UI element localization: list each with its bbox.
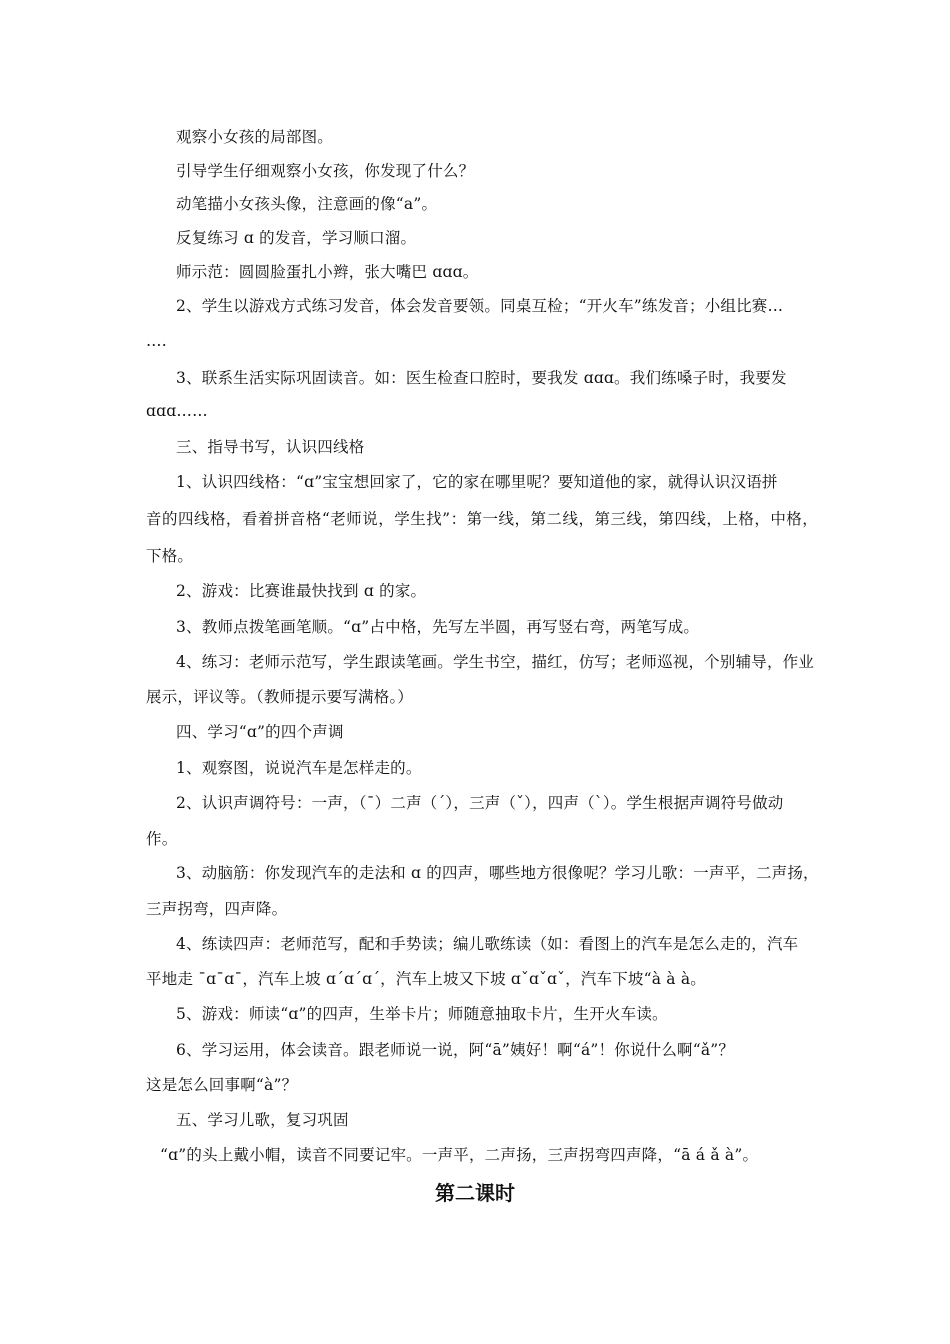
section-heading-writing: 三、指导书写，认识四线格: [176, 438, 365, 456]
section-heading-tones: 四、学习“ɑ”的四个声调: [176, 723, 344, 741]
text-line-draw-portrait: 动笔描小女孩头像，注意画的像“a”。: [176, 195, 438, 213]
text-line-read-four-tones-cont: 平地走 ˉɑˉɑˉ，汽车上坡 ɑˊɑˊɑˊ，汽车上坡又下坡 ɑˇɑˇɑˇ，汽车下坡“à à à。: [146, 970, 707, 988]
section-title: 第二课时: [435, 1181, 515, 1205]
text-line-tone-card-game: 5、游戏：师读“ɑ”的四声，生举卡片；师随意抽取卡片，生开火车读。: [176, 1005, 668, 1023]
text-line-observe-girl: 观察小女孩的局部图。: [176, 128, 334, 146]
text-line-brain-teaser: 3、动脑筋：你发现汽车的走法和 ɑ 的四声，哪些地方很像呢？学习儿歌：一声平，二声扬，: [176, 864, 819, 882]
text-line-daily-life: 3、联系生活实际巩固读音。如：医生检查口腔时，要我发 ɑɑɑ。我们练嗓子时，我要发: [176, 369, 787, 387]
text-line-four-line-grid: 1、认识四线格：“ɑ”宝宝想回家了，它的家在哪里呢？要知道他的家，就得认识汉语拼: [176, 473, 778, 491]
text-line-apply-reading-cont: 这是怎么回事啊“à”？: [146, 1076, 298, 1094]
text-line-teacher-demo: 师示范：圆圆脸蛋扎小辫，张大嘴巴 ɑɑɑ。: [176, 263, 479, 281]
text-line-brain-teaser-cont: 三声拐弯，四声降。: [146, 900, 288, 918]
text-line-game-find-home: 2、游戏：比赛谁最快找到 ɑ 的家。: [176, 582, 427, 600]
section-heading-nursery-rhyme: 五、学习儿歌，复习巩固: [176, 1111, 349, 1129]
text-line-writing-practice-cont: 展示，评议等。（教师提示要写满格。）: [146, 688, 414, 706]
text-line-nursery-rhyme: “ɑ”的头上戴小帽，读音不同要记牢。一声平，二声扬，三声拐弯四声降，“ā á ǎ à”。: [160, 1146, 759, 1164]
text-line-tone-marks: 2、认识声调符号：一声，（ˉ）二声（ˊ），三声（ˇ），四声（ˋ）。学生根据声调符号做动: [176, 794, 784, 812]
text-line-read-four-tones: 4、练读四声：老师范写，配和手势读；编儿歌练读（如：看图上的汽车是怎么走的，汽车: [176, 935, 799, 953]
text-line-game-practice: 2、学生以游戏方式练习发音，体会发音要领。同桌互检；“开火车”练发音；小组比赛…: [176, 297, 784, 315]
text-line-game-practice-cont: ….: [146, 332, 167, 350]
text-line-practice-pronunciation: 反复练习 ɑ 的发音，学习顺口溜。: [176, 229, 417, 247]
text-line-observe-car: 1、观察图，说说汽车是怎样走的。: [176, 759, 422, 777]
text-line-daily-life-cont: ɑɑɑ……: [146, 402, 208, 420]
text-line-apply-reading: 6、学习运用，体会读音。跟老师说一说，阿“ā”姨好！啊“á”！你说什么啊“ǎ”？: [176, 1041, 735, 1059]
text-line-guide-observe: 引导学生仔细观察小女孩，你发现了什么？: [176, 162, 475, 180]
text-line-writing-practice: 4、练习：老师示范写，学生跟读笔画。学生书空，描红，仿写；老师巡视，个别辅导，作业: [176, 653, 815, 671]
text-line-four-line-grid-cont: 音的四线格，看着拼音格“老师说，学生找”：第一线，第二线，第三线，第四线，上格，中格，: [146, 510, 818, 528]
text-line-four-line-grid-end: 下格。: [146, 547, 194, 565]
text-line-tone-marks-cont: 作。: [146, 830, 178, 848]
text-line-stroke-order: 3、教师点拨笔画笔顺。“ɑ”占中格，先写左半圆，再写竖右弯，两笔写成。: [176, 618, 700, 636]
